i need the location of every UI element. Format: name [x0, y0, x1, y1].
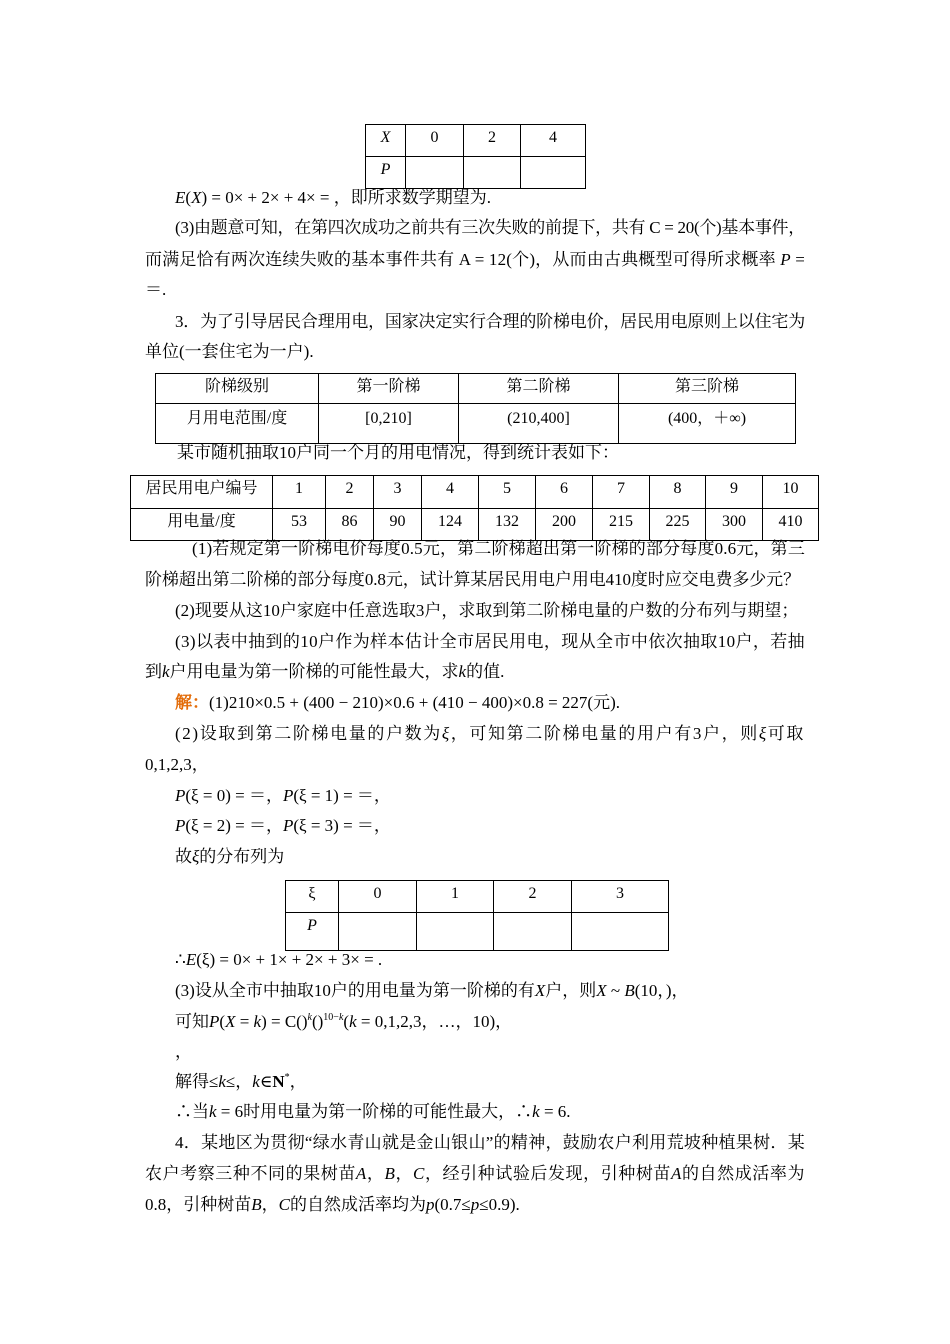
table-header-cell: 2 — [494, 881, 572, 913]
table-header-cell: 2 — [464, 125, 521, 157]
table-header-cell: 4 — [521, 125, 586, 157]
math-variable: k — [458, 662, 467, 681]
text-line — [175, 312, 805, 332]
text-run: 可知 — [175, 1012, 209, 1031]
table-cell: 225 — [650, 509, 706, 541]
text-run: 0.8，引种树苗 — [145, 1195, 252, 1214]
text-run: 解得≤ — [175, 1072, 219, 1091]
math-variable: A — [671, 1164, 682, 1183]
text-run: 3．为了引导居民合理用电，国家决定实行合理的阶梯电价，居民用电原则上以住宅为 — [175, 312, 805, 331]
superscript: k — [307, 1012, 312, 1023]
text-line — [145, 662, 504, 682]
table-cell — [494, 913, 572, 951]
table-cell — [572, 913, 669, 951]
text-line — [175, 1042, 192, 1062]
math-variable: E — [185, 950, 197, 969]
superscript: 10− — [323, 1012, 339, 1023]
table-row-label: P — [286, 913, 339, 951]
text-run: ≤0.9). — [479, 1195, 520, 1214]
superscript: * — [284, 1072, 290, 1083]
text-run: 到 — [145, 662, 162, 681]
table-header-cell: ξ — [286, 881, 339, 913]
math-variable: P — [209, 1012, 220, 1031]
table-cell: [0,210] — [319, 404, 459, 444]
table-header-cell: 9 — [706, 476, 763, 509]
text-line — [145, 1164, 805, 1184]
text-run: ， — [289, 1072, 307, 1091]
table-header-cell: 阶梯级别 — [156, 374, 319, 404]
text-line — [175, 847, 284, 867]
table-cell: (400，＋∞) — [619, 404, 796, 444]
math-variable: ξ — [192, 847, 200, 866]
text-run: ) = 0× + 2× + 4× = ，即所求数学期望为. — [201, 188, 491, 207]
text-run: 可取 — [767, 724, 806, 743]
table-header-cell: 2 — [326, 476, 374, 509]
text-run: (3)设从全市中抽取10户的用电量为第一阶梯的有 — [175, 981, 535, 1000]
table-header-cell: 10 — [763, 476, 819, 509]
text-line — [145, 250, 805, 270]
math-variable: P — [175, 816, 186, 835]
text-run: 单位(一套住宅为一户). — [145, 342, 314, 361]
text-line — [145, 280, 166, 300]
text-line — [175, 1072, 307, 1092]
text-run: ，可知第二阶梯电量的用户有3户，则 — [450, 724, 759, 743]
table-cell: 200 — [536, 509, 593, 541]
text-run: = 6时用电量为第一阶梯的可能性最大，∴ — [216, 1102, 533, 1121]
text-run: ~ — [606, 981, 625, 1000]
text-run: ＝. — [145, 280, 167, 299]
math-variable: A — [355, 1164, 367, 1183]
text-run: () — [311, 1012, 324, 1031]
math-variable: ξ — [441, 724, 451, 743]
math-variable: C — [413, 1164, 425, 1183]
text-run: 的分布列为 — [199, 847, 285, 866]
text-line — [145, 755, 209, 775]
math-variable: P — [282, 786, 294, 805]
text-run: = 0,1,2,3，…，10)， — [356, 1012, 513, 1031]
table-header-cell: 5 — [479, 476, 536, 509]
text-run: 户，则 — [545, 981, 597, 1000]
table-header-cell: 居民用电户编号 — [131, 476, 273, 509]
text-run: 而满足恰有两次连续失败的基本事件共有 A = 12(个)，从而由古典概型可得所求概率 — [145, 250, 781, 269]
text-line — [175, 950, 382, 970]
text-line — [192, 539, 805, 559]
tier-table — [155, 373, 796, 444]
table-header-cell: 4 — [422, 476, 479, 509]
text-run: ，经引种试验后发现，引种树苗 — [424, 1164, 672, 1183]
table-cell: 215 — [593, 509, 650, 541]
math-variable: C — [278, 1195, 290, 1214]
text-run: ， — [395, 1164, 414, 1183]
text-run: (ξ = 2) = ＝， — [185, 816, 283, 835]
text-run: (2)设取到第二阶梯电量的户数为 — [175, 724, 442, 743]
text-line — [175, 981, 689, 1001]
table-header-cell: 6 — [536, 476, 593, 509]
text-run: ) = C() — [261, 1012, 308, 1031]
text-run: (ξ = 3) = ＝， — [293, 816, 391, 835]
table-cell: 53 — [273, 509, 326, 541]
text-run: (1)若规定第一阶梯电价每度0.5元，第二阶梯超出第一阶梯的部分每度0.6元，第三 — [192, 539, 805, 558]
text-run: ， — [366, 1164, 385, 1183]
table-row-label: 用电量/度 — [131, 509, 273, 541]
text-run: ≤， — [225, 1072, 253, 1091]
text-line — [145, 1195, 520, 1215]
table-header-cell: 8 — [650, 476, 706, 509]
table-header-cell: 1 — [417, 881, 494, 913]
table-cell: 124 — [422, 509, 479, 541]
text-run: 的值. — [466, 662, 505, 681]
table-cell — [464, 157, 521, 189]
text-run: ∈ — [259, 1072, 273, 1091]
text-run: (3)由题意可知，在第四次成功之前共有三次失败的前提下，共有 C = 20(个)基本事件， — [175, 218, 805, 237]
text-run: ， — [175, 1042, 192, 1061]
text-line — [145, 570, 800, 590]
table-cell: 90 — [374, 509, 422, 541]
table-header-cell: 0 — [339, 881, 417, 913]
text-run: 阶梯超出第二阶梯的部分每度0.8元，试计算某居民用电户用电410度时应交电费多少元？ — [145, 570, 800, 589]
table-header-cell: 第三阶梯 — [619, 374, 796, 404]
math-variable: P — [175, 786, 186, 805]
table-row-label: P — [366, 157, 406, 189]
math-variable: k — [252, 1072, 260, 1091]
text-run: ∴ — [175, 950, 186, 969]
table-cell: 132 — [479, 509, 536, 541]
text-line — [177, 443, 619, 463]
text-run: ， — [261, 1195, 279, 1214]
table-header-cell: 1 — [273, 476, 326, 509]
table-cell — [339, 913, 417, 951]
math-symbol: N — [272, 1072, 285, 1091]
table-cell — [406, 157, 464, 189]
text-run: 某市随机抽取10户同一个月的用电情况，得到统计表如下： — [177, 443, 619, 462]
text-line — [175, 218, 805, 238]
text-line — [175, 693, 620, 713]
text-run: (1)210×0.5 + (400 − 210)×0.6 + (410 − 400)×0.8 = 227(元). — [209, 693, 620, 712]
text-line — [175, 816, 391, 836]
math-variable: B — [384, 1164, 396, 1183]
math-variable: B — [624, 981, 635, 1000]
text-line — [175, 1012, 512, 1032]
text-run: = — [790, 250, 806, 269]
usage-table — [130, 475, 819, 541]
math-variable: k — [532, 1102, 540, 1121]
text-run: 户用电量为第一阶梯的可能性最大，求 — [169, 662, 459, 681]
text-line — [175, 1102, 571, 1122]
text-line — [175, 786, 391, 806]
math-variable: k — [209, 1102, 217, 1121]
text-run: ( — [185, 188, 192, 207]
math-variable: X — [191, 188, 202, 207]
text-run: 故 — [175, 847, 192, 866]
math-variable: k — [218, 1072, 226, 1091]
table-cell: 410 — [763, 509, 819, 541]
math-variable: X — [534, 981, 546, 1000]
text-run: 农户考察三种不同的果树苗 — [145, 1164, 356, 1183]
text-run: = — [235, 1012, 254, 1031]
text-run: = 6. — [539, 1102, 571, 1121]
text-run: (10，)， — [634, 981, 689, 1000]
math-variable: p — [425, 1195, 435, 1214]
text-run: ( — [343, 1012, 350, 1031]
math-variable: k — [349, 1012, 357, 1031]
math-variable: E — [175, 188, 186, 207]
math-variable: p — [470, 1195, 480, 1214]
text-run: ( — [219, 1012, 226, 1031]
math-variable: P — [282, 816, 294, 835]
table-cell: 300 — [706, 509, 763, 541]
table-cell — [417, 913, 494, 951]
table-header-cell: 3 — [374, 476, 422, 509]
math-variable: X — [596, 981, 607, 1000]
table-header-cell: 3 — [572, 881, 669, 913]
text-run: 的自然成活率为 — [681, 1164, 806, 1183]
distribution-table-x — [365, 124, 586, 189]
table-row-label: 月用电范围/度 — [156, 404, 319, 444]
table-header-cell: 第一阶梯 — [319, 374, 459, 404]
superscript: k — [338, 1012, 344, 1023]
text-run: 4．某地区为贯彻“绿水青山就是金山银山”的精神，鼓励农户利用荒坡种植果树．某 — [175, 1133, 805, 1152]
text-run: (ξ) = 0× + 1× + 2× + 3× = . — [196, 950, 383, 969]
table-header-cell: 7 — [593, 476, 650, 509]
math-variable: k — [162, 662, 170, 681]
table-header-cell: 0 — [406, 125, 464, 157]
text-line — [145, 342, 314, 362]
table-header-cell: X — [366, 125, 406, 157]
table-header-cell: 第二阶梯 — [459, 374, 619, 404]
table-cell — [521, 157, 586, 189]
math-variable: P — [780, 250, 791, 269]
text-run: (ξ = 0) = ＝， — [185, 786, 283, 805]
table-cell: (210,400] — [459, 404, 619, 444]
text-line — [175, 632, 805, 652]
text-run: (0.7≤ — [434, 1195, 471, 1214]
math-variable: ξ — [758, 724, 768, 743]
text-line — [175, 724, 805, 744]
text-run: (2)现要从这10户家庭中任意选取3户，求取到第二阶梯电量的户数的分布列与期望； — [175, 601, 799, 620]
text-line — [175, 601, 798, 621]
text-run: 0,1,2,3， — [145, 755, 209, 774]
text-run: 的自然成活率均为 — [289, 1195, 426, 1214]
table-cell: 86 — [326, 509, 374, 541]
text-run: ∴当 — [175, 1102, 209, 1121]
distribution-table-xi — [285, 880, 669, 951]
text-run: (ξ = 1) = ＝， — [293, 786, 391, 805]
solution-label: 解： — [175, 693, 209, 712]
math-variable: k — [253, 1012, 262, 1031]
text-line — [175, 1133, 805, 1153]
math-variable: B — [251, 1195, 262, 1214]
text-line — [175, 188, 491, 208]
math-variable: X — [225, 1012, 236, 1031]
text-run: (3)以表中抽到的10户作为样本估计全市居民用电，现从全市中依次抽取10户，若抽 — [175, 632, 805, 651]
